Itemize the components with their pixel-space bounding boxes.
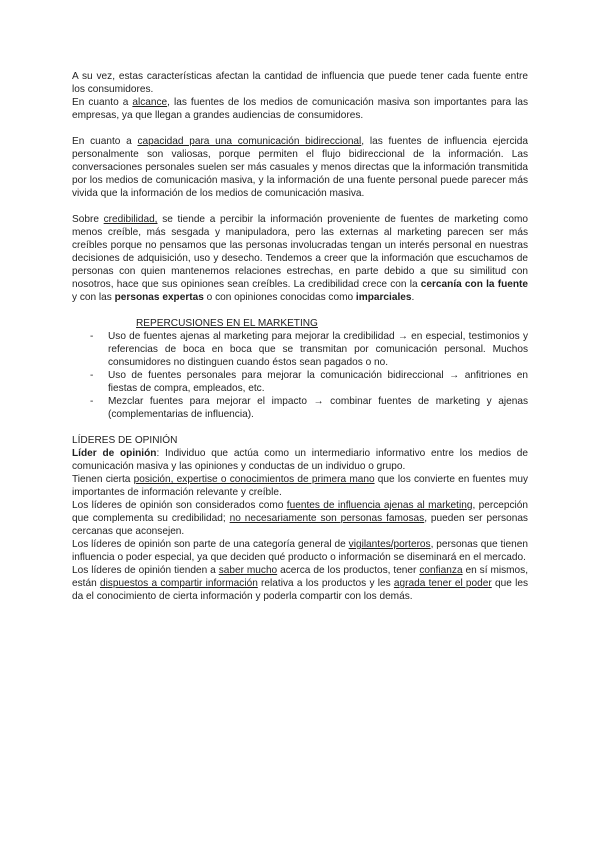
fuentes-ajenas-end: , pueden ser personas cercanas que aconsejen. — [72, 513, 528, 537]
dash-bullet: - — [90, 331, 94, 342]
bold-imparciales: imparciales — [355, 292, 412, 303]
underlined-posicion: posición, expertise o conocimientos de primera mano — [133, 474, 375, 485]
paragraph-alcance-text: , las fuentes de los medios de comunicación masiva son importantes para las empresas, ya que llegan a grandes audiencias de consumidores. — [72, 97, 529, 121]
paragraph-posicion — [72, 473, 528, 499]
list-item — [72, 369, 528, 395]
underlined-no-famosas: no necesariamente son personas famosas — [229, 513, 425, 524]
vigilantes-lead: Los líderes de opinión son parte de una categoría general de — [72, 539, 349, 550]
bold-cercania: cercanía con la fuente — [420, 279, 528, 290]
paragraph-definition — [72, 447, 528, 473]
tendencias-text-2: en sí mismos, están — [72, 565, 529, 589]
underlined-confianza: confianza — [419, 565, 463, 576]
paragraph-bidireccional-lead: En cuanto a — [72, 136, 138, 147]
document-page — [72, 70, 528, 603]
paragraph-tendencias — [72, 564, 528, 603]
underlined-vigilantes: vigilantes/porteros — [348, 539, 431, 550]
paragraph-credibilidad-lead: Sobre — [72, 214, 104, 225]
dash-bullet: - — [90, 396, 94, 407]
list-item-text: Uso de fuentes ajenas al marketing para mejorar la credibilidad → en especial, testimonios y referencias de boca en boca que se transmitan por comunicación personal. Muchos consumidores no distinguen cuando éstos sean pagados o no. — [108, 331, 528, 368]
underlined-agrada-poder: agrada tener el poder — [393, 578, 492, 589]
paragraph-intro-text: A su vez, estas características afectan la cantidad de influencia que puede tener cada fuente entre los consumidores. — [72, 71, 528, 95]
tendencias-text-1: acerca de los productos, tener — [277, 565, 420, 576]
paragraph-bidireccional — [72, 135, 528, 200]
underlined-alcance: alcance — [132, 97, 168, 108]
paragraph-credibilidad — [72, 213, 528, 304]
definition-text: : Individuo que actúa como un intermediario informativo entre los medios de comunicación masiva y las opiniones y conductas de un individuo o grupo. — [72, 448, 528, 472]
list-item-text: Uso de fuentes personales para mejorar la comunicación bidireccional → anfitriones en fiestas de compra, empleados, etc. — [108, 370, 528, 394]
bold-lider-de-opinion: Líder de opinión — [72, 448, 157, 459]
tendencias-end: que les da el conocimiento de cierta información y poderla compartir con los demás. — [72, 578, 528, 602]
paragraph-bidireccional-text: , las fuentes de influencia ejercida personalmente son valiosas, porque permiten el flujo bidireccional de la información. Las conversaciones personales suelen ser más casuales y menos directas que la información transmitida por los medios de comunicación masiva, y la información de una fuente personal puede parecer más vivida que la información de los medios de comunicación masiva. — [72, 136, 529, 199]
paragraph-alcance — [72, 96, 528, 122]
paragraph-credibilidad-text-3: o con opiniones conocidas como — [203, 292, 356, 303]
paragraph-credibilidad-text-2: y con las — [72, 292, 115, 303]
tendencias-text-3: relativa a los productos y les — [257, 578, 394, 589]
dash-bullet: - — [90, 370, 94, 381]
underlined-dispuestos: dispuestos a compartir información — [99, 578, 258, 589]
paragraph-credibilidad-end: . — [411, 292, 415, 303]
paragraph-fuentes-ajenas — [72, 499, 528, 538]
fuentes-ajenas-lead: Los líderes de opinión son considerados como — [72, 500, 287, 511]
marketing-list — [72, 330, 528, 421]
underlined-saber-mucho: saber mucho — [218, 565, 278, 576]
tendencias-lead: Los líderes de opinión tienden a — [72, 565, 219, 576]
underlined-bidireccional: capacidad para una comunicación bidireccional — [137, 136, 362, 147]
paragraph-credibilidad-text: se tiende a percibir la información proveniente de fuentes de marketing como menos creíble, más sesgada y manipuladora, pero las externas al marketing parecen ser más creíbles porque no pensamos que las personas involucradas tengan un interés personal en nuestras decisiones de adquisición, uso y desecho. Tendemos a creer que la información que escuchamos de personas con quien mantenemos relaciones estrechas, en parte debido a que su similitud con nosotros, hace que sus opiniones sean creíbles. La credibilidad crece con la — [72, 214, 528, 290]
posicion-lead: Tienen cierta — [72, 474, 134, 485]
bold-expertas: personas expertas — [114, 292, 204, 303]
underlined-fuentes-ajenas: fuentes de influencia ajenas al marketing — [286, 500, 473, 511]
vigilantes-text: , personas que tienen influencia o poder especial, ya que deciden qué producto o información se diseminará en el mercado. — [72, 539, 528, 563]
paragraph-vigilantes — [72, 538, 528, 564]
posicion-text: que los convierte en fuentes muy importantes de información relevante y creíble. — [72, 474, 529, 498]
list-item-text: Mezclar fuentes para mejorar el impacto → combinar fuentes de marketing y ajenas (complementarias de influencia). — [108, 396, 528, 420]
underlined-credibilidad: credibilidad, — [103, 214, 158, 225]
list-item — [72, 395, 528, 421]
list-item — [72, 330, 528, 369]
paragraph-alcance-lead: En cuanto a — [72, 97, 133, 108]
fuentes-ajenas-text: , percepción que complementa su credibilidad; — [72, 500, 528, 524]
section-title-marketing: REPERCUSIONES EN EL MARKETING — [136, 318, 318, 329]
paragraph-intro — [72, 70, 528, 96]
section-title-lideres: LÍDERES DE OPINIÓN — [72, 435, 178, 446]
